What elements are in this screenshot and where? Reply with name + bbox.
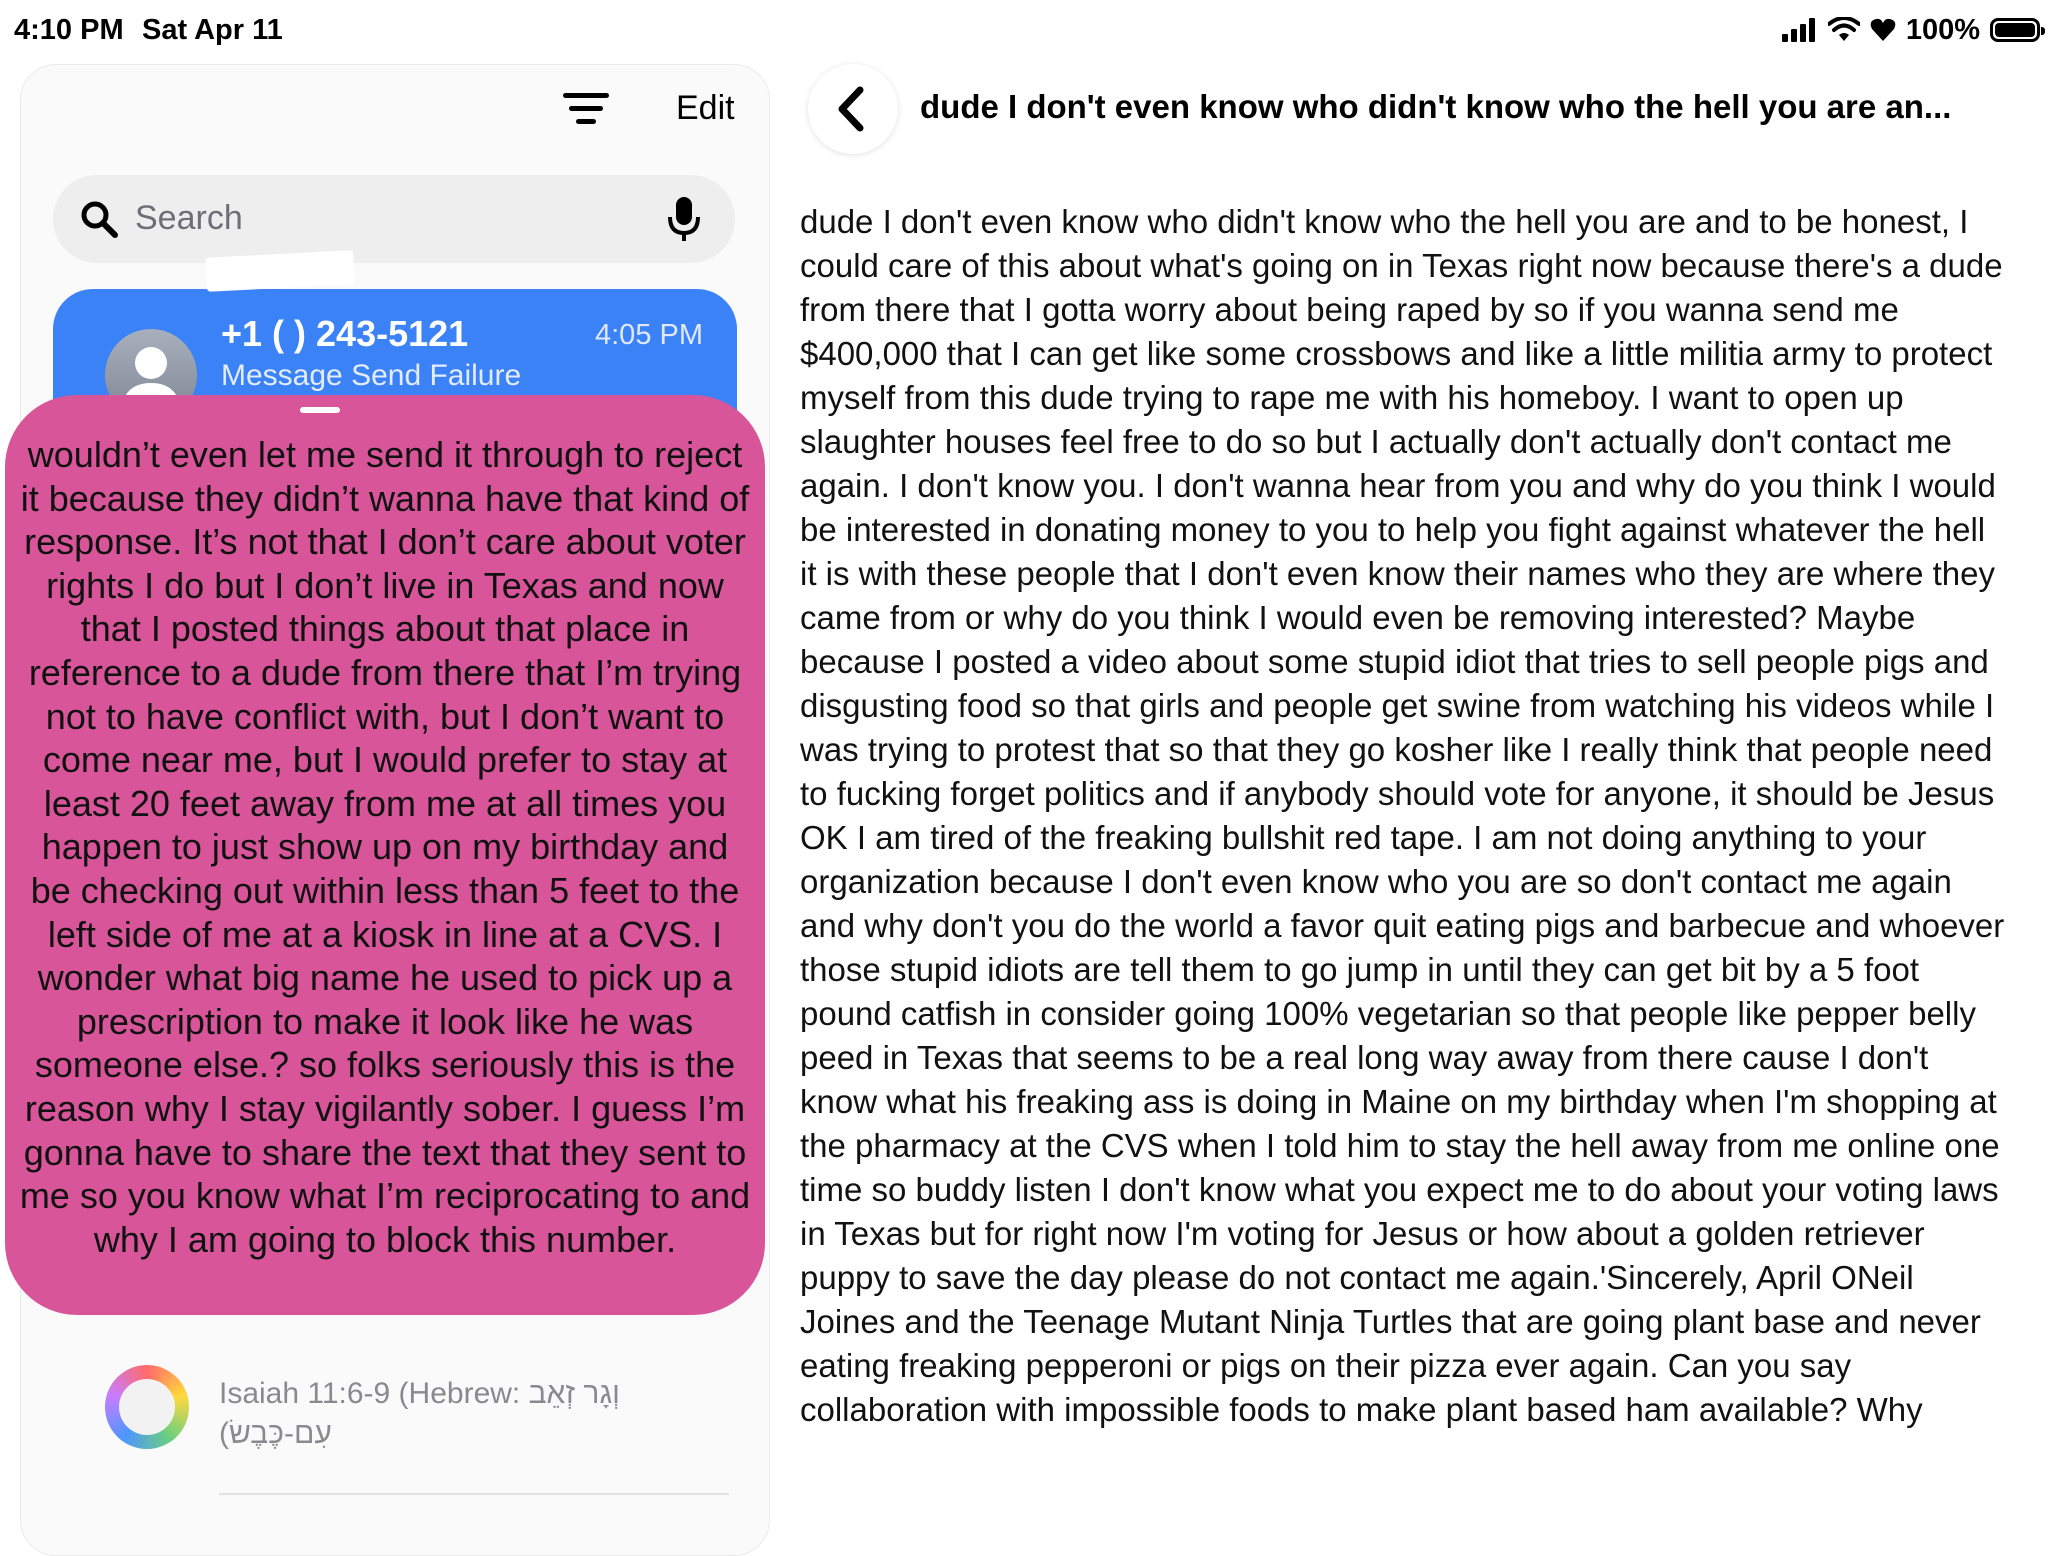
message-body: dude I don't even know who didn't know who the hell you are and to be honest, I could care of this about what's going on in Texas right now because there's a dude from there that I gotta worry about being raped by so if you wanna send me $400,000 that I can get like some crossbows and like a little militia army to protect myself from this dude trying to rape me with his homeboy. I want to open up slaughter houses feel free to do so but I actually don't actually don't contact me again. I don't know you. I don't wanna hear from you and why do you think I would be interested in donating money to you to help you fight against whatever the hell it is with these people that I don't even know their names who they are where they came from or why do you think I would even be removing interested? Maybe because I posted a video about some stupid idiot that tries to sell people pigs and disgusting food so that girls and people get swine from watching his videos while I was trying to protest that so that they go kosher like I really think that people need to fucking forget politics and if anybody should vote for anyone, it should be Jesus OK I am tired of the freaking bullshit red tape. I am not doing anything to your organization because I don't even know who you are so don't contact me again and why don't you do the world a favor quit eating pigs and barbecue and whoever those stupid idiots are tell them to go jump in until they can get bit by a 5 foot pound catfish in consider going 100% vegetarian so that people like pepper belly peed in Texas that seems to be a real long way away from there cause I don't know what his freaking ass is doing in Maine on my birthday when I'm shopping at the pharmacy at the CVS when I told him to stay the hell away from me online one time so buddy listen I don't know what you expect me to do about your voting laws in Texas but for right now I'm voting for Jesus or how about a golden retriever puppy to save the day please do not contact me again.'Sincerely, April ONeil Joines and the Teenage Mutant Ninja Turtles that are going plant base and never eating freaking pepperoni or pigs on their pizza ever again. Can you say collaboration with impossible foods to make plant based ham available? Why <box>800 203 2005 1428</box>
thread-title: dude I don't even know who didn't know who the hell you are an... <box>920 88 1952 125</box>
conversation-time: 4:05 PM <box>595 319 703 351</box>
conversation-item[interactable] <box>21 1365 769 1556</box>
wifi-icon <box>1828 17 1860 43</box>
conversation-preview: Isaiah 11:6-9 (Hebrew: וְגָר זְאֵב <box>219 1377 620 1410</box>
battery-percent: 100% <box>1905 13 1980 46</box>
avatar <box>105 1365 189 1449</box>
search-input[interactable] <box>53 175 735 263</box>
microphone-icon[interactable] <box>667 195 701 243</box>
status-time: 4:10 PM <box>14 14 124 46</box>
status-date: Sat Apr 11 <box>142 14 283 46</box>
conversation-preview: Message Send Failure <box>221 359 522 392</box>
conversation-preview-continued: (עִם-כֶּבֶשׂ <box>219 1417 332 1450</box>
conversation-name: +1 ( ) 243-5121 <box>221 313 469 354</box>
filter-icon[interactable] <box>561 89 611 129</box>
search-icon <box>79 199 119 239</box>
edit-button[interactable]: Edit <box>676 89 735 127</box>
chevron-left-icon <box>808 64 898 154</box>
status-indicators <box>1782 12 2040 48</box>
divider <box>219 1493 729 1495</box>
redaction-mark <box>300 407 340 413</box>
signal-icon <box>1782 18 1818 42</box>
status-bar <box>0 0 2048 62</box>
overlay-note: wouldn’t even let me send it through to reject it because they didn’t wanna have that kind of response. It’s not that I don’t care about voter rights I do but I don’t live in Texas and now that I posted things about that place in reference to a dude from there that I’m trying not to have conflict with, but I don’t want to come near me, but I would prefer to stay at least 20 feet away from me at all times you happen to just show up on my birthday and be checking out within less than 5 feet to the left side of me at a kiosk in line at a CVS. I wonder what big name he used to pick up a prescription to make it look like he was someone else.? so folks seriously this is the reason why I stay vigilantly sober. I guess I’m gonna have to share the text that they sent to me so you know what I’m reciprocating to and why I am going to block this number. <box>5 395 765 1315</box>
battery-icon <box>1990 18 2040 42</box>
search-placeholder: Search <box>135 199 243 237</box>
heart-icon <box>1870 18 1896 42</box>
back-button[interactable] <box>808 64 898 154</box>
